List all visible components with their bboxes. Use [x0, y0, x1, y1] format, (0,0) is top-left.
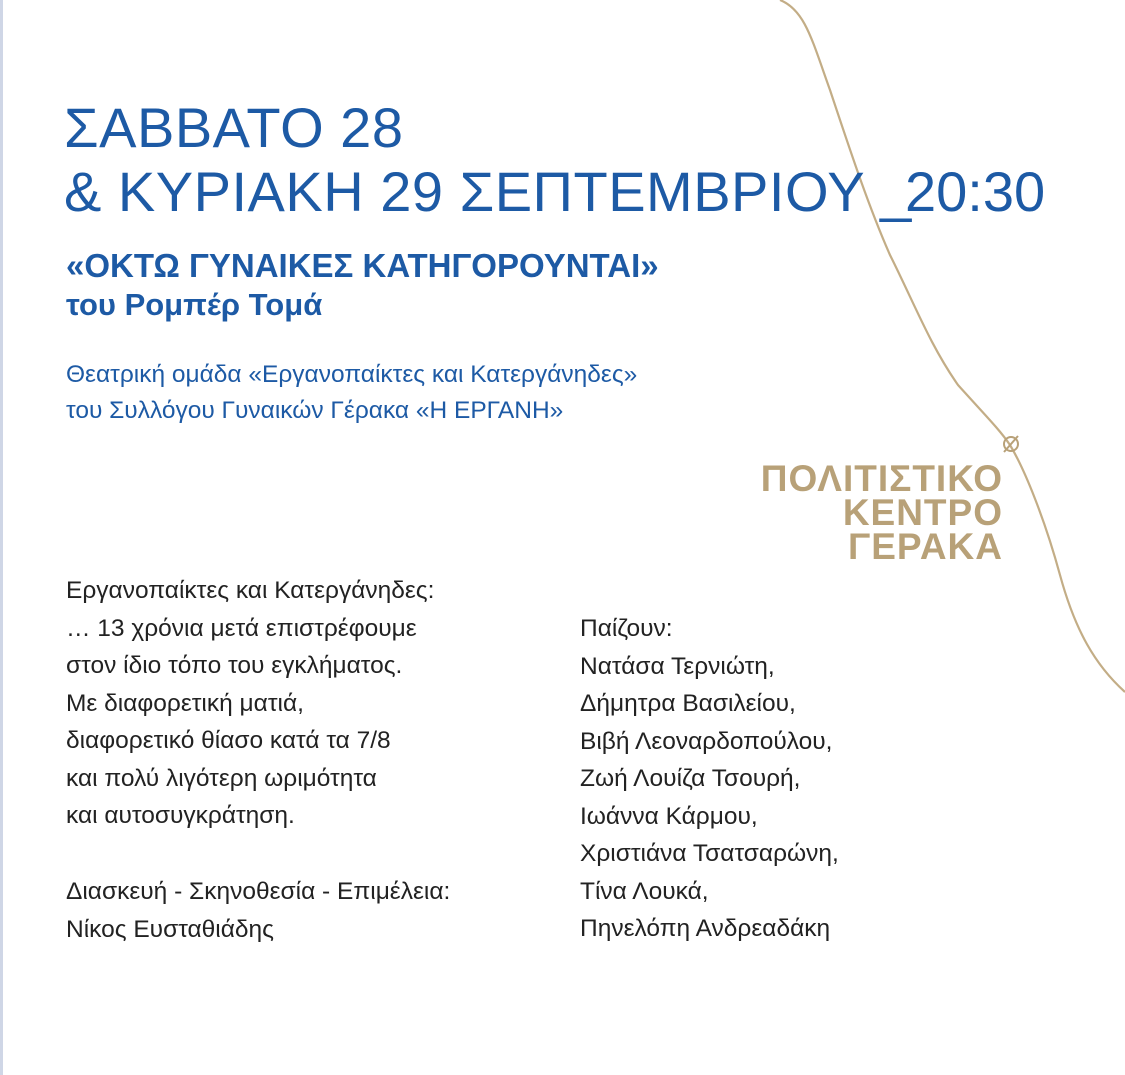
credits-label: Διασκευή - Σκηνοθεσία - Επιμέλεια: [66, 878, 451, 905]
logo-line-2: ΚΕΝΤΡΟ [842, 492, 1003, 533]
cast-member: Τίνα Λουκά, [580, 877, 709, 905]
date-line-2: & ΚΥΡΙΑΚΗ 29 ΣΕΠΤΕΜΒΡΙΟΥ _ [64, 160, 912, 223]
description-line: … 13 χρόνια μετά επιστρέφουμε [66, 614, 417, 642]
director-name: Νίκος Ευσταθιάδης [66, 915, 274, 943]
play-title: «ΟΚΤΩ ΓΥΝΑΙΚΕΣ ΚΑΤΗΓΟΡΟΥΝΤΑΙ» [66, 247, 659, 284]
theatre-group-line-2: του Συλλόγου Γυναικών Γέρακα «Η ΕΡΓΑΝΗ» [66, 397, 564, 424]
cast-list [580, 610, 839, 948]
description-line: στον ίδιο τόπο του εγκλήματος. [66, 652, 403, 679]
description-line: διαφορετικό θίασο κατά τα 7/8 [66, 727, 391, 754]
cast-member: Ιωάννα Κάρμου, [580, 802, 758, 830]
date-line-1: ΣΑΒΒΑΤΟ 28 [64, 96, 404, 159]
description-line: και πολύ λιγότερη ωριμότητα [66, 764, 377, 792]
logo-line-3: ΓΕΡΑΚΑ [847, 526, 1003, 567]
cultural-center-logo [760, 458, 1003, 567]
cast-member: Βιβή Λεοναρδοπούλου, [580, 727, 833, 755]
cast-member: Χριστιάνα Τσατσαρώνη, [580, 840, 839, 867]
cast-member: Ζωή Λουίζα Τσουρή, [580, 765, 801, 792]
play-author: του Ρομπέρ Τομά [66, 287, 323, 322]
description-line: Με διαφορετική ματιά, [66, 689, 304, 717]
description [66, 572, 434, 835]
description-line: Εργανοπαίκτες και Κατεργάνηδες: [66, 577, 435, 604]
cast-label: Παίζουν: [580, 615, 673, 642]
logo-line-1: ΠΟΛΙΤΙΣΤΙΚΟ [760, 458, 1003, 499]
theatre-group-line-1: Θεατρική ομάδα «Εργανοπαίκτες και Κατεργάνηδες» [66, 361, 638, 388]
cast-member: Νατάσα Τερνιώτη, [580, 652, 775, 680]
cast-member: Πηνελόπη Ανδρεαδάκη [580, 915, 831, 942]
cast-member: Δήμητρα Βασιλείου, [580, 690, 796, 717]
description-line: και αυτοσυγκράτηση. [66, 802, 295, 829]
logo-mark-icon [1004, 436, 1018, 452]
credits [66, 873, 450, 948]
event-time: 20:30 [905, 160, 1046, 223]
